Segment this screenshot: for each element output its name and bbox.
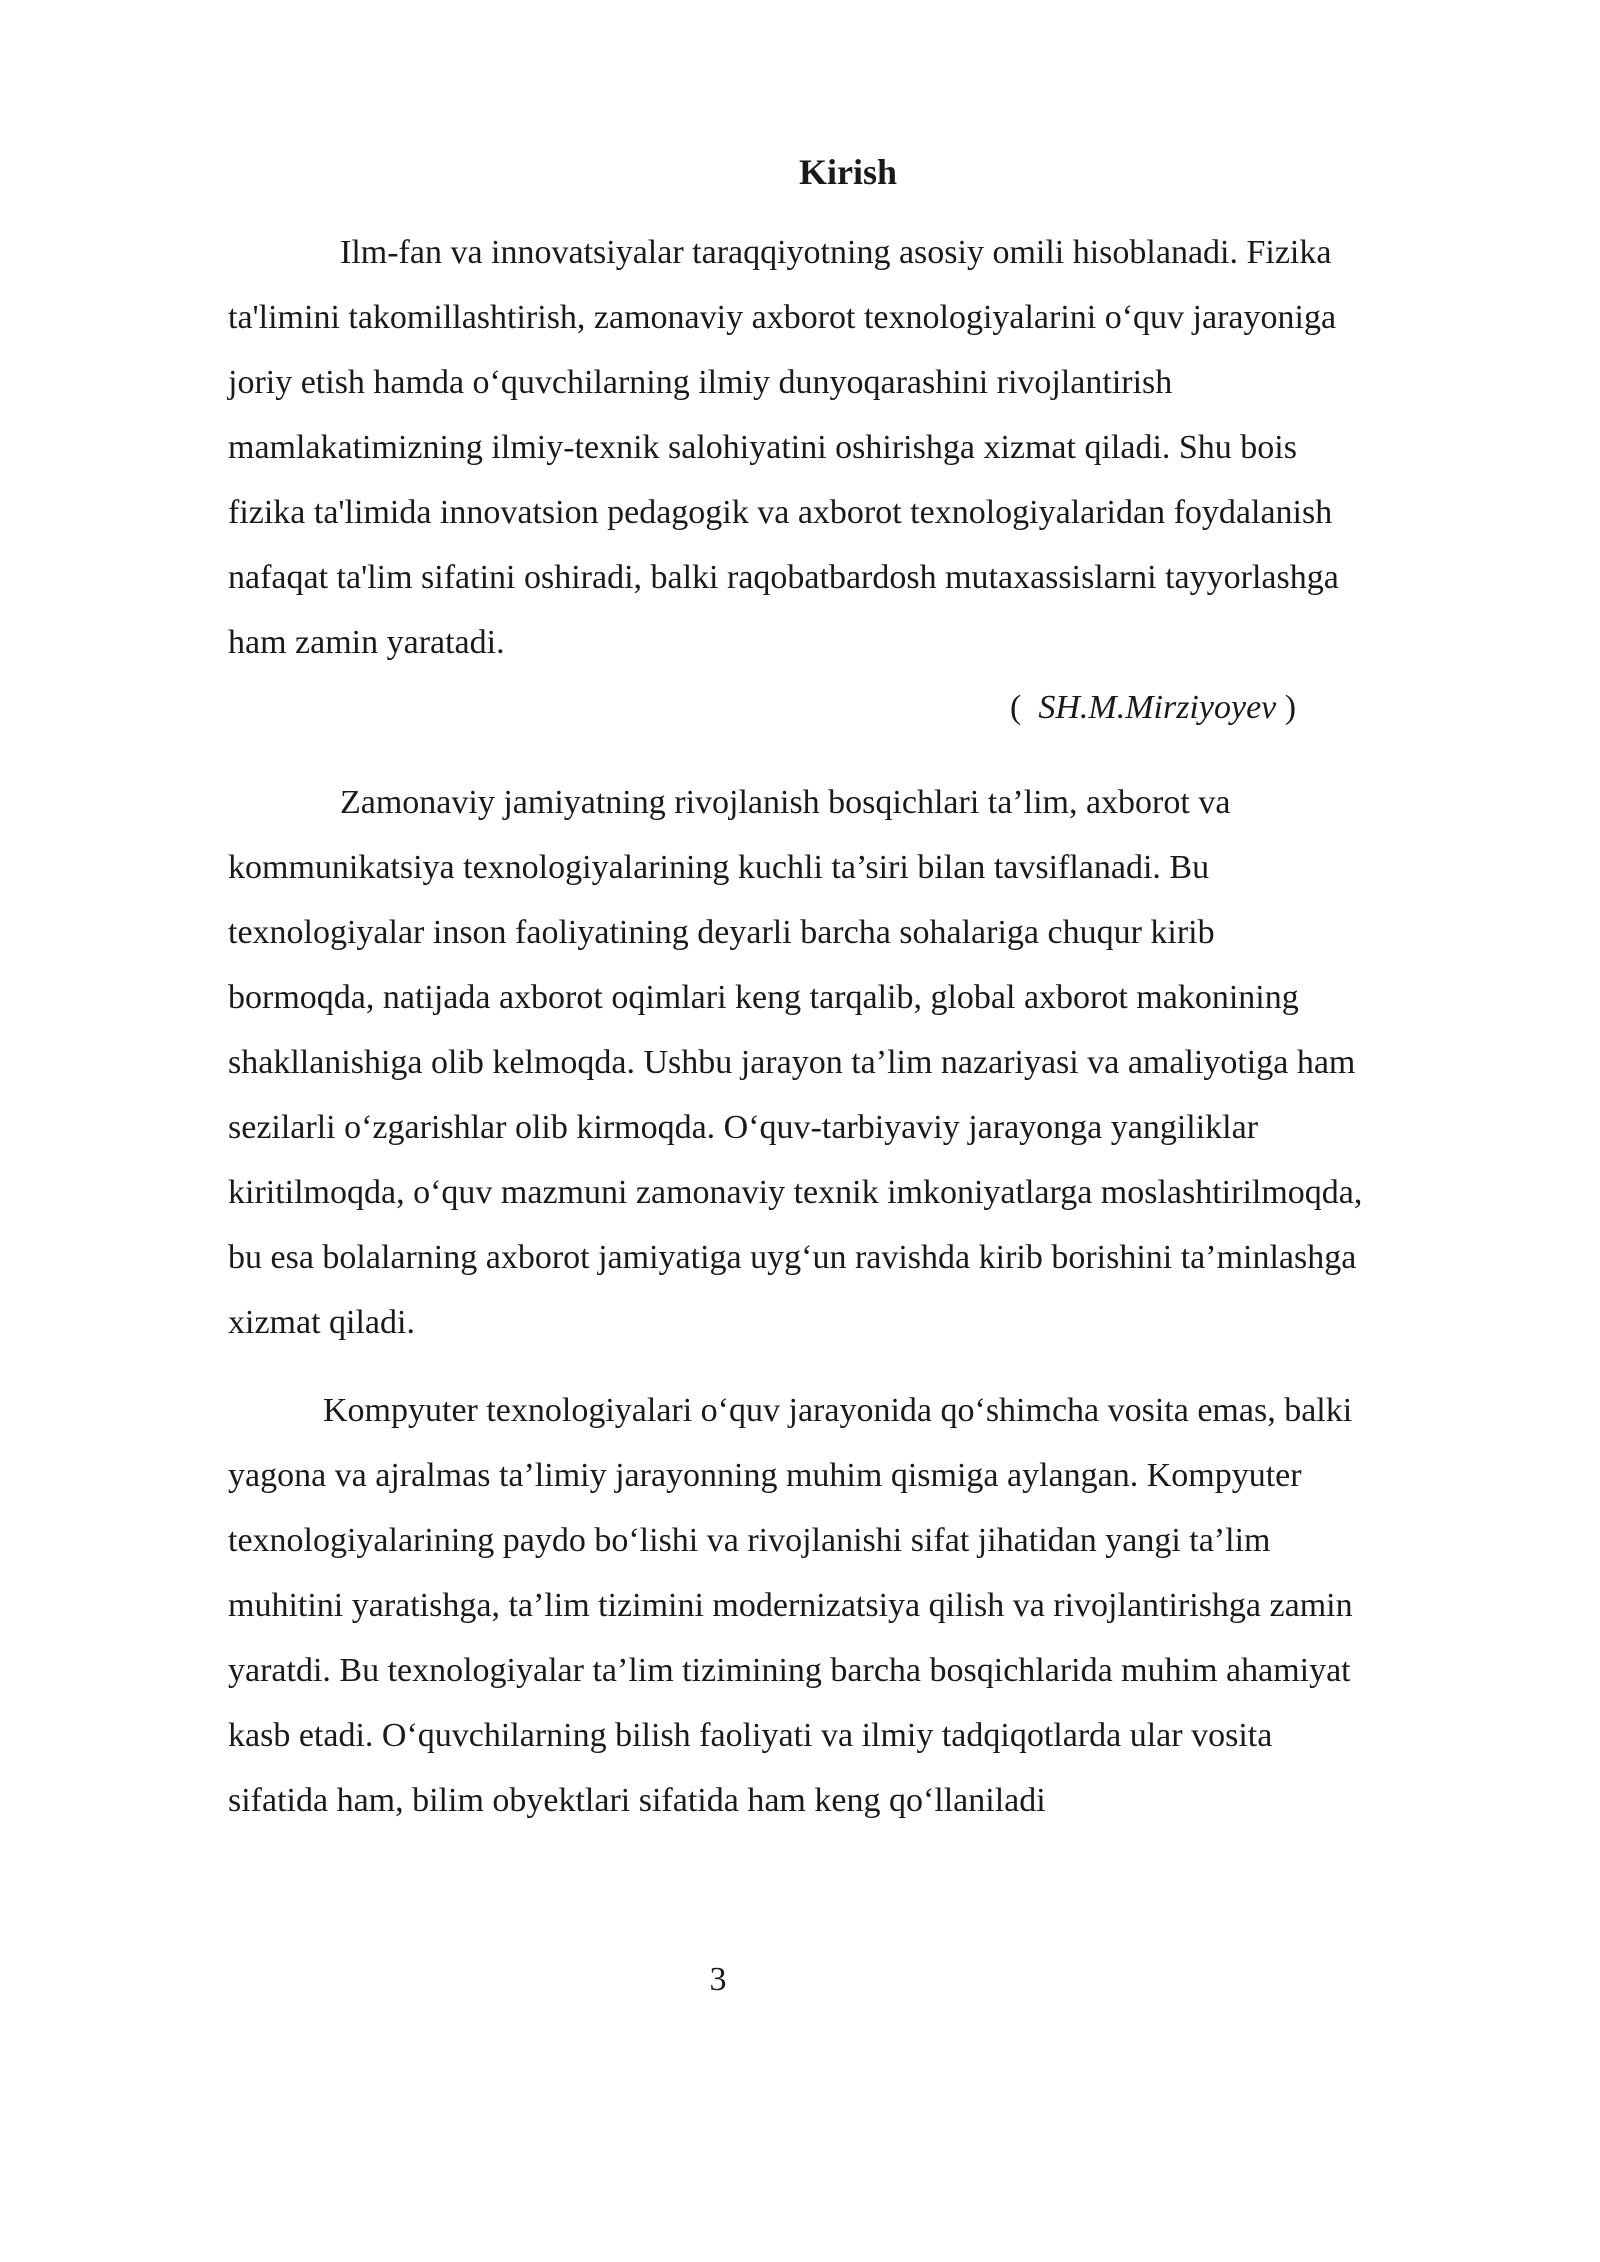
text-line: kommunikatsiya texnologiyalarining kuchli ta’siri bilan tavsiflanadi. Bu	[228, 849, 1210, 886]
text-line: joriy etish hamda o‘quvchilarning ilmiy dunyoqarashini rivojlantirish	[228, 364, 1173, 401]
text-line: ham zamin yaratadi.	[228, 624, 505, 661]
page-number: 3	[709, 1961, 727, 1998]
paragraph-2	[228, 770, 1490, 1355]
text-line: kiritilmoqda, o‘quv mazmuni zamonaviy texnik imkoniyatlarga moslashtirilmoqda,	[228, 1174, 1363, 1211]
text-line: yaratdi. Bu texnologiyalar ta’lim tizimining barcha bosqichlarida muhim ahamiyat	[228, 1652, 1351, 1689]
paragraph-3	[228, 1378, 1490, 1833]
text-line: yagona va ajralmas ta’limiy jarayonning muhim qismiga aylangan. Kompyuter	[228, 1457, 1302, 1494]
quote-author: SH.M.Mirziyoyev	[1038, 689, 1277, 726]
text-line: Zamonaviy jamiyatning rivojlanish bosqichlari ta’lim, axborot va	[340, 784, 1231, 821]
text-line: kasb etadi. O‘quvchilarning bilish faoliyati va ilmiy tadqiqotlarda ular vosita	[228, 1717, 1273, 1754]
text-line: xizmat qiladi.	[228, 1304, 415, 1341]
text-line: Kompyuter texnologiyalari o‘quv jarayonida qo‘shimcha vosita emas, balki	[323, 1392, 1353, 1429]
text-line: sezilarli o‘zgarishlar olib kirmoqda. O‘quv-tarbiyaviy jarayonga yangiliklar	[228, 1109, 1259, 1146]
text-line: texnologiyalar inson faoliyatining deyarli barcha sohalariga chuqur kirib	[228, 914, 1215, 951]
text-line: texnologiyalarining paydo bo‘lishi va rivojlanishi sifat jihatidan yangi ta’lim	[228, 1522, 1271, 1559]
text-line: bu esa bolalarning axborot jamiyatiga uyg‘un ravishda kirib borishini ta’minlashga	[228, 1239, 1357, 1276]
quote-attribution	[1010, 678, 1296, 738]
text-line: nafaqat ta'lim sifatini oshiradi, balki raqobatbardosh mutaxassislarni tayyorlashga	[228, 559, 1339, 596]
quote-open-paren: (	[1010, 689, 1039, 726]
quote-close-paren: )	[1276, 689, 1297, 726]
text-line: shakllanishiga olib kelmoqda. Ushbu jarayon ta’lim nazariyasi va amaliyotiga ham	[228, 1044, 1356, 1081]
text-line: Ilm-fan va innovatsiyalar taraqqiyotning asosiy omili hisoblanadi. Fizika	[340, 234, 1332, 271]
text-line: sifatida ham, bilim obyektlari sifatida ham keng qo‘llaniladi	[228, 1782, 1046, 1819]
text-line: bormoqda, natijada axborot oqimlari keng tarqalib, global axborot makonining	[228, 979, 1299, 1016]
text-line: ta'limini takomillashtirish, zamonaviy axborot texnologiyalarini o‘quv jarayoniga	[228, 299, 1337, 336]
page-title: Kirish	[798, 152, 897, 192]
text-line: muhitini yaratishga, ta’lim tizimini modernizatsiya qilish va rivojlantirishga zamin	[228, 1587, 1353, 1624]
paragraph-1	[228, 220, 1490, 675]
text-line: mamlakatimizning ilmiy-texnik salohiyatini oshirishga xizmat qiladi. Shu bois	[228, 429, 1297, 466]
text-line: fizika ta'limida innovatsion pedagogik va axborot texnologiyalaridan foydalanish	[228, 494, 1333, 531]
